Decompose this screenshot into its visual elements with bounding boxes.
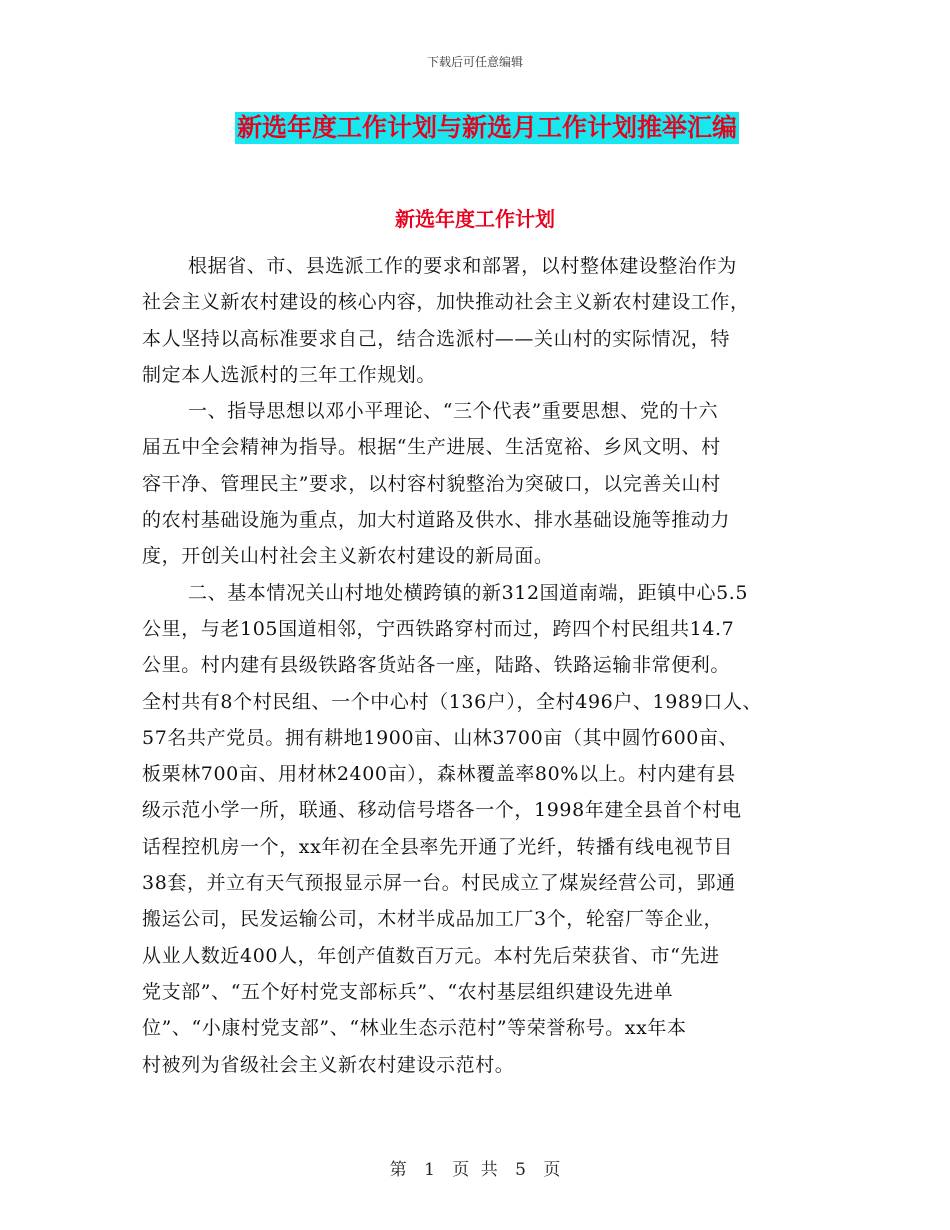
page-footer [0, 1155, 950, 1180]
text-line: 党支部”、“五个好村党支部标兵”、“农村基层组织建设先进单 [142, 980, 674, 1003]
body-text [142, 248, 832, 1083]
current-page-number: 1 [424, 1160, 435, 1180]
text-line: 社会主义新农村建设的核心内容，加快推动社会主义新农村建设工作， [142, 291, 750, 314]
section-title: 新选年度工作计划 [395, 207, 555, 231]
text-line: 制定本人选派村的三年工作规划。 [142, 363, 437, 386]
text-line: 度，开创关山村社会主义新农村建设的新局面。 [142, 545, 554, 568]
header-note: 下载后可任意编辑 [426, 55, 523, 69]
text-line: 容干净、管理民主”要求，以村容村貌整治为突破口，以完善关山村 [142, 472, 721, 495]
footer-suffix: 页 [543, 1160, 561, 1180]
text-line: 村被列为省级社会主义新农村建设示范村。 [142, 1053, 515, 1076]
footer-middle: 页 共 [452, 1160, 498, 1180]
text-line: 届五中全会精神为指导。根据“生产进展、生活宽裕、乡风文明、村 [142, 436, 721, 459]
text-line: 从业人数近400人，年创产值数百万元。本村先后荣获省、市“先进 [142, 944, 720, 967]
total-pages-number: 5 [515, 1160, 526, 1180]
text-line: 全村共有8个村民组、一个中心村（136户），全村496户、1989口人、 [142, 690, 763, 713]
footer-prefix: 第 [389, 1160, 407, 1180]
text-line: 话程控机房一个，xx年初在全县率先开通了光纤，转播有线电视节目 [142, 835, 734, 858]
text-line: 一、指导思想以邓小平理论、“三个代表”重要思想、党的十六 [188, 400, 719, 423]
text-line: 57名共产党员。拥有耕地1900亩、山林3700亩（其中圆竹600亩、 [142, 726, 739, 749]
text-line: 的农村基础设施为重点，加大村道路及供水、排水基础设施等推动力 [142, 509, 731, 532]
text-line: 位”、“小康村党支部”、“林业生态示范村”等荣誉称号。xx年本 [142, 1017, 687, 1040]
text-line: 38套，并立有天气预报显示屏一台。村民成立了煤炭经营公司，郢通 [142, 872, 736, 895]
paragraph [142, 575, 832, 1083]
text-line: 公里，与老105国道相邻，宁西铁路穿村而过，跨四个村民组共14.7 [142, 617, 735, 640]
paragraph [142, 248, 832, 393]
text-line: 本人坚持以高标准要求自己，结合选派村——关山村的实际情况，特 [142, 327, 731, 350]
paragraph [142, 393, 832, 574]
text-line: 公里。村内建有县级铁路客货站各一座，陆路、铁路运输非常便利。 [142, 654, 731, 677]
document-title: 新选年度工作计划与新选月工作计划推举汇编 [237, 113, 738, 142]
text-line: 板栗林700亩、用材林2400亩），森林覆盖率80%以上。村内建有县 [142, 763, 736, 786]
text-line: 根据省、市、县选派工作的要求和部署，以村整体建设整治作为 [188, 255, 737, 277]
text-line: 搬运公司，民发运输公司，木材半成品加工厂3个，轮窑厂等企业， [142, 908, 724, 931]
text-line: 级示范小学一所，联通、移动信号塔各一个，1998年建全县首个村电 [142, 799, 742, 822]
text-line: 二、基本情况关山村地处横跨镇的新312国道南端，距镇中心5.5 [188, 581, 749, 604]
